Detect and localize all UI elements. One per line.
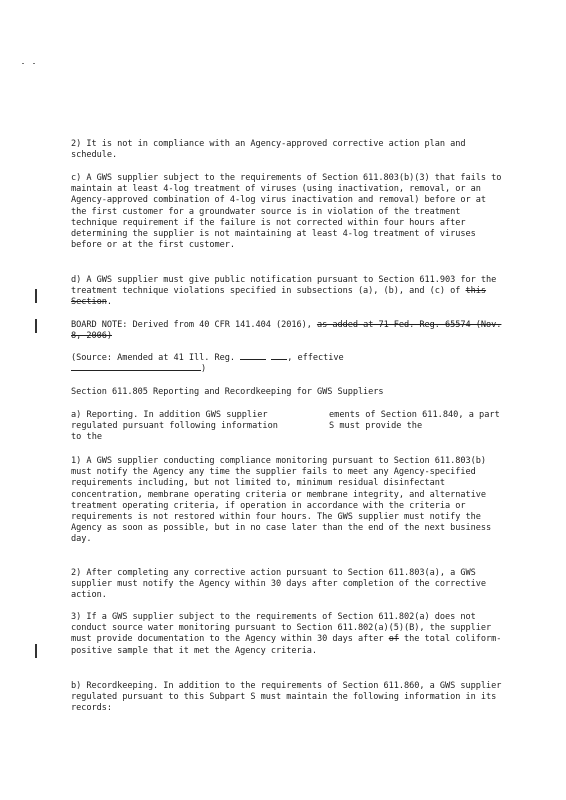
paragraph-2b: 2) After completing any corrective action pursuant to Section 611.803(a), a GWS supplier must notify the Agency within 30 days after completion of the corrective action. xyxy=(71,568,487,601)
paragraph-d xyxy=(71,275,503,309)
blank-line xyxy=(240,359,266,360)
board-note-text: BOARD NOTE: Derived from 40 CFR 141.404 (2016), xyxy=(71,320,317,330)
paragraph-2: 2) It is not in compliance with an Agency-approved corrective action plan and schedule. xyxy=(71,139,466,161)
paragraph-1: 1) A GWS supplier conducting compliance monitoring pursuant to Section 611.803(b) must notify the Agency any time the supplier fails to meet any Agency-specified requirements including, but not limited to, minimum residual disinfectant concentration, membrane operating criteria or membrane integrity, and alternative treatment operating criteria, if operation in accordance with the criteria or requirements is not restored within four hours. The GWS supplier must notify the Agency as soon as possible, but in no case later than the end of the next business day. xyxy=(71,456,492,545)
scan-speck xyxy=(22,63,24,64)
paragraph-b: b) Recordkeeping. In addition to the requirements of Section 611.860, a GWS supplier regulated pursuant to this Subpart S must maintain the following information in its records: xyxy=(71,681,502,714)
revision-margin-bar xyxy=(35,319,37,333)
blank-line xyxy=(71,370,201,371)
revision-margin-bar xyxy=(35,289,37,303)
paragraph-3-end: the total coliform-positive sample that it met the Agency criteria. xyxy=(71,634,502,656)
source-note-mid: , effective xyxy=(287,353,344,363)
source-note-end: ) xyxy=(201,364,207,375)
paragraph-d-text: d) A GWS supplier must give public notification pursuant to Section 611.903 for the treatment technique violations specified in subsections (a), (b), and (c) of xyxy=(71,275,497,297)
paragraph-d-end: . xyxy=(106,297,112,308)
paragraph-3-text: 3) If a GWS supplier subject to the requirements of Section 611.802(a) does not conduct source water monitoring pursuant to Section 611.802(a)(5)(B), the supplier must provide documentation to the Agency within 30 days after xyxy=(71,612,492,645)
source-note xyxy=(71,353,503,375)
paragraph-a-right: ements of Section 611.840, a part S must provide the xyxy=(329,410,500,432)
section-heading: Section 611.805 Reporting and Recordkeeping for GWS Suppliers xyxy=(71,387,384,397)
paragraph-a-left: a) Reporting. In addition GWS supplier regulated pursuant following information to the xyxy=(71,410,278,443)
board-note xyxy=(71,320,503,342)
source-note-text: (Source: Amended at 41 Ill. Reg. xyxy=(71,353,241,363)
paragraph-d-struck-text: this Section xyxy=(71,286,487,308)
board-note-struck-text: as added at 71 Fed. Reg. 65574 (Nov. 8, 2006) xyxy=(71,320,502,342)
blank-line xyxy=(271,359,287,360)
paragraph-3-struck-text: of xyxy=(388,634,399,645)
paragraph-3 xyxy=(71,612,503,657)
paragraph-c: c) A GWS supplier subject to the requirements of Section 611.803(b)(3) that fails to maintain at least 4-log treatment of viruses (using inactivation, removal, or an Agency-approved combination of 4-log virus inactivation and removal) before or at the first customer for a groundwater source is in violation of the treatment technique requirement if the failure is not corrected within four hours after determining the supplier is not maintaining at least 4-log treatment of viruses before or at the first customer. xyxy=(71,173,502,251)
revision-margin-bar xyxy=(35,644,37,658)
scan-speck xyxy=(33,63,35,64)
